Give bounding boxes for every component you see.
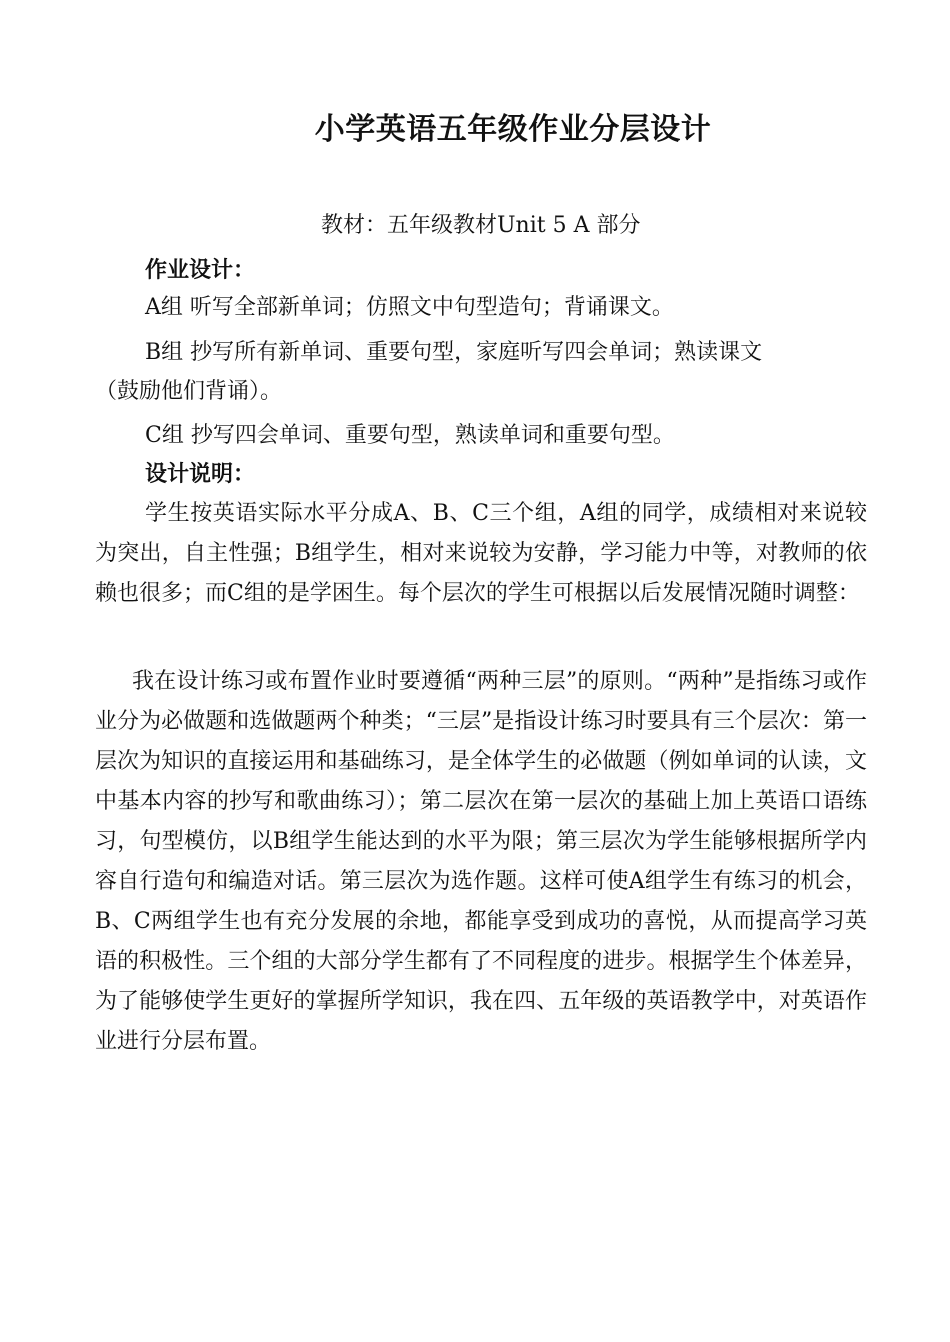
group-a-line: A组 听写全部新单词；仿照文中句型造句；背诵课文。 [145, 295, 674, 320]
design-explanation-heading: 设计说明： [145, 462, 256, 487]
material-line: 教材：五年级教材Unit 5 A 部分 [321, 213, 641, 238]
explanation-paragraph: 学生按英语实际水平分成A、B、C三个组，A组的同学，成绩相对来说较为突出，自主性强；B组学生，相对来说较为安静，学习能力中等，对教师的依赖也很多；而C组的是学困生。每个层次的学生可根据以后发展情况随时调整： [95, 501, 867, 606]
group-b-line: B组 抄写所有新单词、重要句型，家庭听写四会单词；熟读课文 [145, 340, 763, 365]
homework-design-heading: 作业设计： [145, 258, 256, 283]
group-b-continuation: （鼓励他们背诵）。 [95, 379, 283, 404]
group-c-line: C组 抄写四会单词、重要句型，熟读单词和重要句型。 [145, 423, 675, 448]
principle-paragraph: 我在设计练习或布置作业时要遵循“两种三层”的原则。“两种”是指练习或作业分为必做题和选做题两个种类；“三层”是指设计练习时要具有三个层次：第一层次为知识的直接运用和基础练习，是全体学生的必做题（例如单词的认读，文中基本内容的抄写和歌曲练习）；第二层次在第一层次的基础上加上英语口语练习，句型模仿，以B组学生能达到的水平为限；第三层次为学生能够根据所学内容自行造句和编造对话。第三层次为选作题。这样可使A组学生有练习的机会，B、C两组学生也有充分发展的余地，都能享受到成功的喜悦，从而提高学习英语的积极性。三个组的大部分学生都有了不同程度的进步。根据学生个体差异，为了能够使学生更好的掌握所学知识，我在四、五年级的英语教学中，对英语作业进行分层布置。 [95, 669, 867, 1054]
document-title: 小学英语五年级作业分层设计 [314, 112, 712, 147]
